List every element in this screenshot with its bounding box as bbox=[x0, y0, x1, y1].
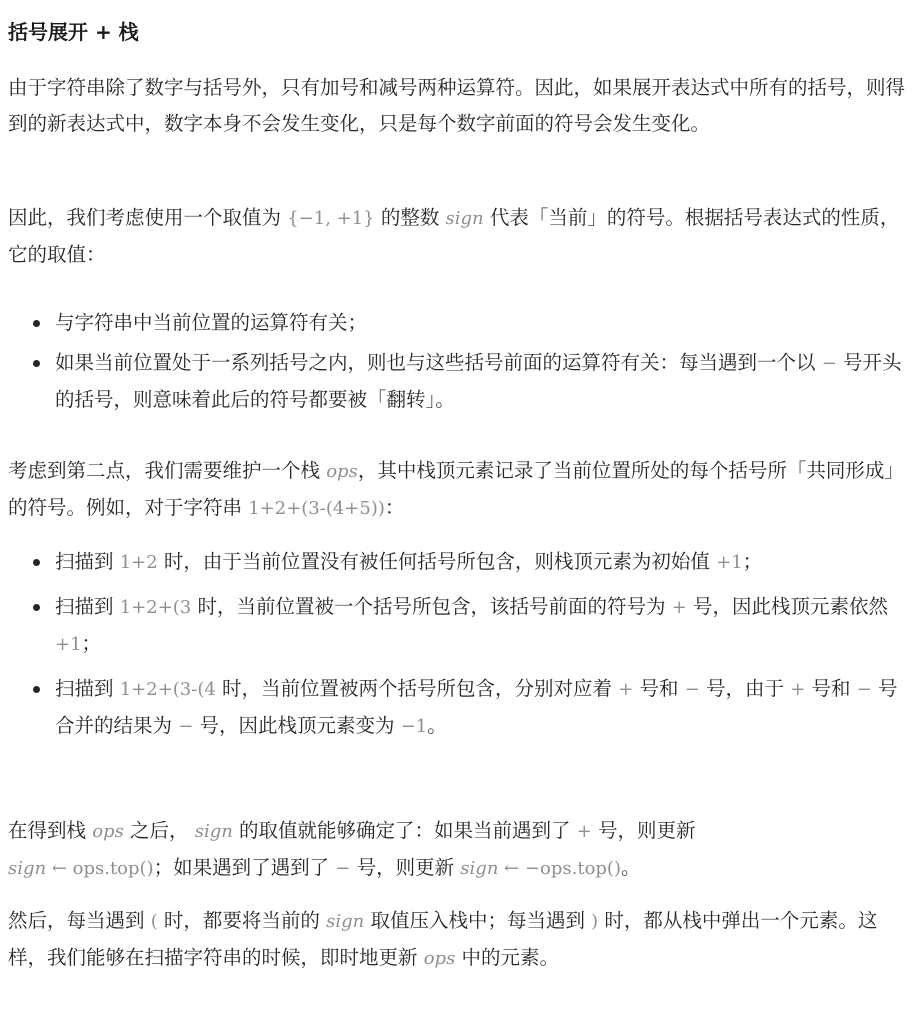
math-expression: 1+2+(3-(4 bbox=[119, 679, 216, 700]
text-segment: 然后，每当遇到 bbox=[8, 909, 151, 932]
list-item-text: 与字符串中当前位置的运算符有关； bbox=[55, 311, 368, 334]
math-minus: − bbox=[335, 858, 351, 879]
math-plus: + bbox=[576, 821, 592, 842]
list-item bbox=[8, 544, 908, 581]
math-expression: 1+2+(3 bbox=[119, 597, 192, 618]
math-ops: ops bbox=[92, 821, 124, 842]
paragraph-text: 由于字符串除了数字与括号外，只有加号和减号两种运算符。因此，如果展开表达式中所有的括号，则得到的新表达式中，数字本身不会发生变化，只是每个数字前面的符号会发生变化。 bbox=[8, 76, 906, 135]
math-sign-set: {−1, +1} bbox=[287, 208, 375, 229]
text-segment: 时，由于当前位置没有被任何括号所包含，则栈顶元素为初始值 bbox=[157, 550, 717, 573]
text-segment: 时，当前位置被一个括号所包含，该括号前面的符号为 bbox=[191, 595, 672, 618]
text-segment: 时，当前位置被两个括号所包含，分别对应着 bbox=[215, 677, 619, 700]
scan-steps-list bbox=[8, 544, 908, 753]
text-segment: 考虑到第二点，我们需要维护一个栈 bbox=[8, 459, 327, 482]
math-plus: + bbox=[671, 597, 687, 618]
text-segment: 时，都要将当前的 bbox=[157, 909, 327, 932]
text-segment: 号合并的结果为 bbox=[55, 677, 898, 737]
math-right-paren: ) bbox=[591, 911, 599, 932]
math-value: +1 bbox=[716, 552, 743, 573]
text-segment: 如果当前位置处于一系列括号之内，则也与这些括号前面的运算符有关：每当遇到一个以 bbox=[55, 351, 822, 374]
bullet-icon bbox=[33, 320, 40, 327]
text-segment: 号，因此栈顶元素依然 bbox=[686, 595, 888, 618]
text-segment: ； bbox=[742, 550, 763, 573]
list-item bbox=[8, 345, 908, 418]
text-segment: 因此，我们考虑使用一个取值为 bbox=[8, 206, 288, 229]
paragraph-ops bbox=[8, 453, 908, 527]
math-ops: ops bbox=[423, 948, 456, 969]
bullet-icon bbox=[33, 604, 40, 611]
paragraph-sign bbox=[8, 200, 908, 273]
math-minus: − bbox=[856, 679, 872, 700]
math-assign-top: ← ops.top() bbox=[46, 858, 154, 879]
section-title: 括号展开 + 栈 bbox=[8, 20, 139, 44]
text-segment: 号，则更新 bbox=[350, 856, 461, 879]
text-segment: 。 bbox=[620, 856, 641, 879]
math-expression: 1+2 bbox=[119, 552, 158, 573]
text-segment: 扫描到 bbox=[55, 550, 120, 573]
text-segment: ； bbox=[81, 632, 102, 655]
text-segment: 号，由于 bbox=[699, 677, 791, 700]
math-sign: sign bbox=[326, 911, 365, 932]
math-plus: + bbox=[618, 679, 634, 700]
text-segment: 取值压入栈中；每当遇到 bbox=[364, 909, 592, 932]
math-minus: − bbox=[821, 353, 837, 374]
text-segment: 代表「当前」的符号。根据括号表达式的性质，它的取值： bbox=[8, 206, 900, 266]
text-segment: ；如果遇到了遇到了 bbox=[153, 856, 336, 879]
list-item bbox=[8, 671, 908, 745]
bullet-icon bbox=[33, 360, 40, 367]
math-value: −1 bbox=[400, 716, 428, 737]
math-sign: sign bbox=[194, 821, 233, 842]
text-segment: ： bbox=[384, 496, 405, 519]
text-segment: 时，都从栈中弹出一个元素。这样，我们能够在扫描字符串的时候，即时地更新 bbox=[8, 909, 878, 969]
math-left-paren: ( bbox=[150, 911, 158, 932]
text-segment: 号和 bbox=[805, 677, 857, 700]
math-example-string: 1+2+(3-(4+5)) bbox=[248, 498, 385, 519]
text-segment: 号开头的括号，则意味着此后的符号都要被「翻转」。 bbox=[55, 351, 902, 411]
math-sign: sign bbox=[8, 858, 47, 879]
text-segment: ，其中栈顶元素记录了当前位置所处的每个括号所「共同形成」的符号。例如，对于字符串 bbox=[8, 459, 904, 519]
math-plus: + bbox=[790, 679, 806, 700]
math-sign: sign bbox=[460, 858, 499, 879]
text-segment: 中的元素。 bbox=[455, 946, 560, 969]
math-ops: ops bbox=[326, 461, 358, 482]
text-segment: 之后， bbox=[123, 819, 195, 842]
list-item bbox=[8, 305, 908, 341]
text-segment: 号，则更新 bbox=[591, 819, 696, 842]
list-item bbox=[8, 589, 908, 663]
math-minus: − bbox=[684, 679, 700, 700]
text-segment: 扫描到 bbox=[55, 595, 120, 618]
paragraph-sign-update bbox=[8, 813, 908, 887]
paragraph-intro bbox=[8, 70, 908, 142]
math-sign: sign bbox=[445, 208, 484, 229]
text-segment: 号，因此栈顶元素变为 bbox=[193, 714, 401, 737]
text-segment: 的整数 bbox=[374, 206, 446, 229]
text-segment: 。 bbox=[427, 714, 447, 737]
paragraph-stack-ops bbox=[8, 903, 908, 977]
bullet-icon bbox=[33, 686, 40, 693]
math-value: +1 bbox=[55, 634, 82, 655]
text-segment: 号和 bbox=[633, 677, 685, 700]
sign-properties-list bbox=[8, 305, 908, 418]
text-segment: 的取值就能够确定了：如果当前遇到了 bbox=[232, 819, 577, 842]
math-minus: − bbox=[178, 716, 194, 737]
text-segment: 在得到栈 bbox=[8, 819, 93, 842]
text-segment: 扫描到 bbox=[55, 677, 120, 700]
math-assign-neg-top: ← −ops.top() bbox=[498, 858, 621, 879]
bullet-icon bbox=[33, 559, 40, 566]
